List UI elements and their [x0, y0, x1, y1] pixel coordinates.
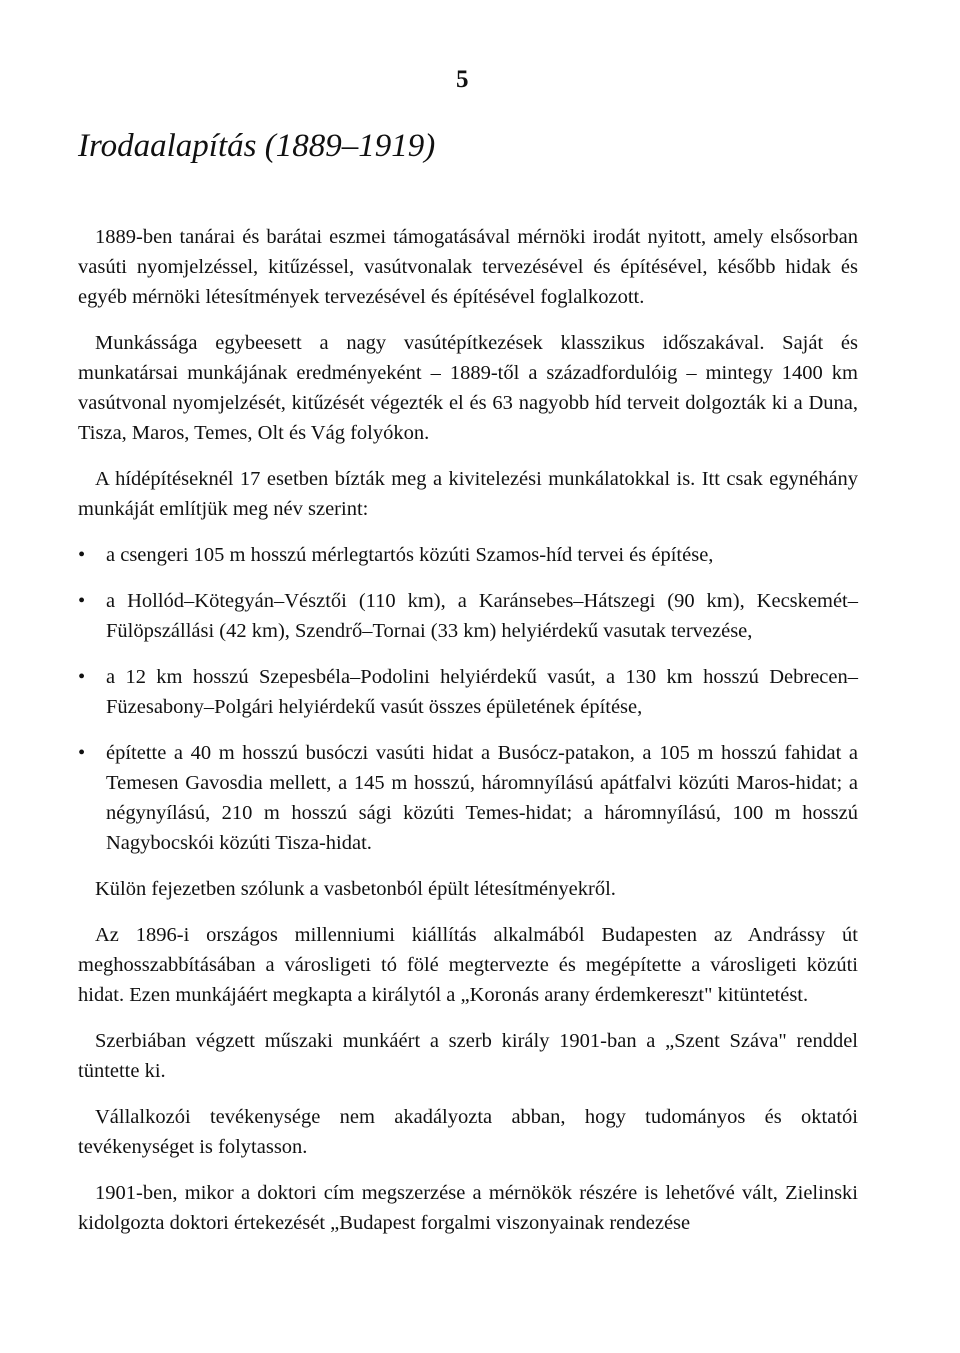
page-body — [78, 222, 858, 1254]
paragraph-6: Szerbiában végzett műszaki munkáért a szerb király 1901-ban a „Szent Száva" renddel tüntette ki. — [78, 1030, 858, 1082]
list-item — [78, 738, 858, 858]
paragraph-1: 1889-ben tanárai és barátai eszmei támogatásával mérnöki irodát nyitott, amely elsősorban vasúti nyomjelzéssel, kitűzéssel, vasútvonalak tervezésével és építésével, később hidak és egyéb mérnöki létesítmények tervezésével és építésével foglalkozott. — [78, 226, 858, 308]
list-item — [78, 540, 858, 570]
list-item — [78, 586, 858, 646]
project-list — [78, 540, 858, 858]
paragraph-8: 1901-ben, mikor a doktori cím megszerzése a mérnökök részére is lehetővé vált, Zielinski kidolgozta doktori értekezését „Budapest forgalmi viszonyainak rendezése — [78, 1182, 858, 1234]
paragraph-7: Vállalkozói tevékenysége nem akadályozta abban, hogy tudományos és oktatói tevékenységet is folytasson. — [78, 1106, 858, 1158]
chapter-title: Irodaalapítás (1889–1919) — [78, 128, 436, 164]
list-item-text: a Hollód–Kötegyán–Vésztői (110 km), a Karánsebes–Hátszegi (90 km), Kecskemét–Fülöpszállási (42 km), Szendrő–Tornai (33 km) helyiérdekű vasutak tervezése, — [106, 590, 858, 642]
paragraph-4: Külön fejezetben szólunk a vasbetonból épült létesítményekről. — [95, 878, 616, 900]
bullet-icon: • — [78, 742, 86, 764]
list-item — [78, 662, 858, 722]
list-item-text: építette a 40 m hosszú busóczi vasúti hidat a Busócz-patakon, a 105 m hosszú fahidat a Temesen Gavosdia mellett, a 145 m hosszú, háromnyílású apátfalvi közúti Maros-hidat; a négynyílású, 210 m hosszú sági közúti Temes-hidat; a háromnyílású, 100 m hosszú Nagybocskói közúti Tisza-hidat. — [106, 742, 858, 854]
paragraph-5: Az 1896-i országos millenniumi kiállítás alkalmából Budapesten az Andrássy út meghosszabbításában a városligeti tó fölé megtervezte és megépítette a városligeti közúti hidat. Ezen munkájáért megkapta a királytól a „Koronás arany érdemkereszt" kitüntetést. — [78, 924, 858, 1006]
paragraph-2: Munkássága egybeesett a nagy vasútépítkezések klasszikus időszakával. Saját és munkatársai munkájának eredményeként – 1889-től a századfordulóig – mintegy 1400 km vasútvonal nyomjelzését, kitűzését végezték el és 63 nagyobb híd terveit dolgozták ki a Duna, Tisza, Maros, Temes, Olt és Vág folyókon. — [78, 332, 858, 444]
paragraph-3: A hídépítéseknél 17 esetben bízták meg a kivitelezési munkálatokkal is. Itt csak egynéhány munkáját említjük meg név szerint: — [78, 468, 858, 520]
list-item-text: a csengeri 105 m hosszú mérlegtartós közúti Szamos-híd tervei és építése, — [106, 544, 714, 566]
bullet-icon: • — [78, 544, 86, 566]
list-item-text: a 12 km hosszú Szepesbéla–Podolini helyiérdekű vasút, a 130 km hosszú Debrecen–Füzesabony–Polgári helyiérdekű vasút összes épületének építése, — [106, 666, 858, 718]
bullet-icon: • — [78, 666, 86, 688]
page-number: 5 — [456, 66, 469, 93]
bullet-icon: • — [78, 590, 86, 612]
